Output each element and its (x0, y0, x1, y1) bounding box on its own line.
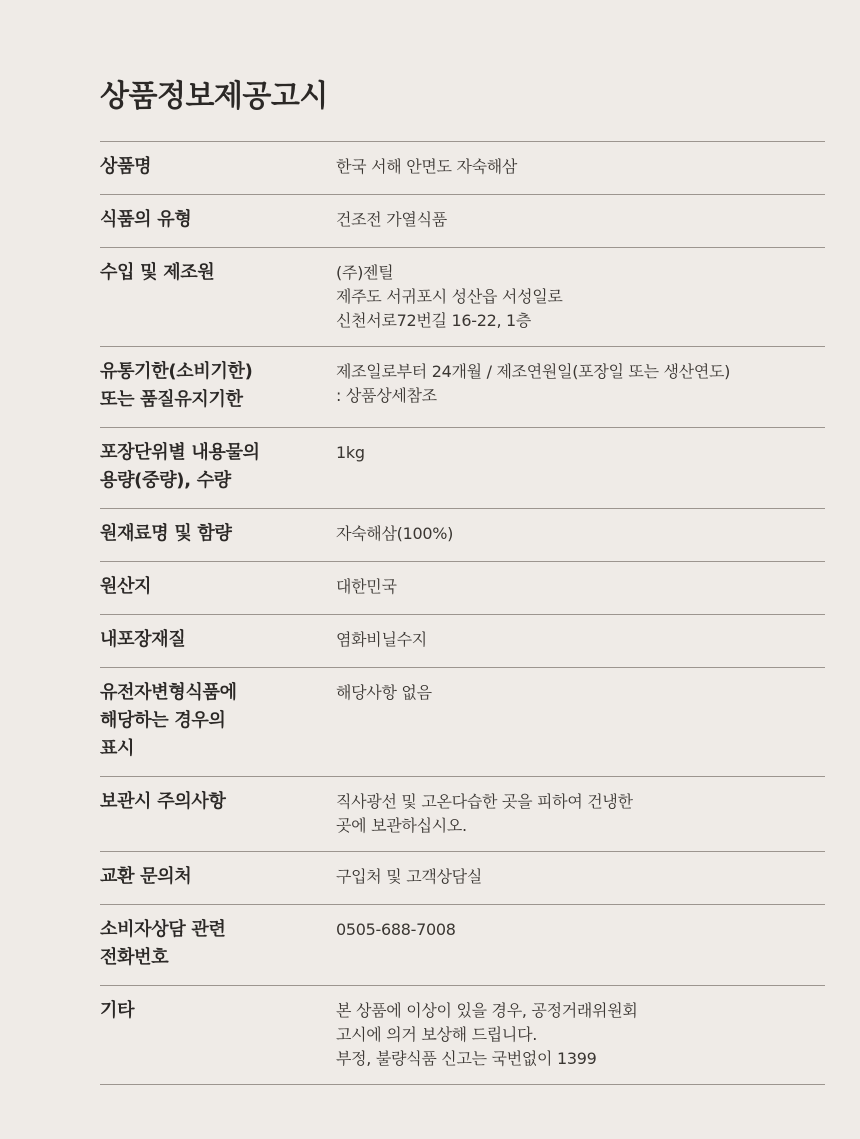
table-row (100, 562, 825, 615)
row-label-line: 상품명 (100, 156, 152, 177)
row-label (100, 153, 336, 181)
row-label-line: 전화번호 (100, 947, 169, 968)
row-value-line: 0505-688-7008 (336, 920, 456, 939)
row-value (336, 916, 825, 972)
row-label-line: 교환 문의처 (100, 866, 192, 887)
row-value (336, 153, 825, 181)
row-label (100, 997, 336, 1071)
row-value-line: : 상품상세참조 (336, 386, 437, 405)
row-value (336, 259, 825, 333)
row-value-line: 염화비닐수지 (336, 630, 427, 649)
row-label (100, 259, 336, 333)
row-label-line: 수입 및 제조원 (100, 262, 215, 283)
row-label-line: 또는 품질유지기한 (100, 389, 243, 410)
row-label (100, 573, 336, 601)
row-label-line: 보관시 주의사항 (100, 791, 226, 812)
table-row (100, 986, 825, 1085)
row-label (100, 520, 336, 548)
table-row (100, 905, 825, 986)
row-label (100, 626, 336, 654)
row-label (100, 206, 336, 234)
row-value-line: 본 상품에 이상이 있을 경우, 공정거래위원회 (336, 1001, 638, 1020)
row-value (336, 788, 825, 838)
row-label (100, 679, 336, 763)
table-row (100, 777, 825, 852)
row-label-line: 기타 (100, 1000, 135, 1021)
row-value (336, 679, 825, 763)
row-value (336, 520, 825, 548)
row-value (336, 573, 825, 601)
row-label-line: 해당하는 경우의 (100, 710, 226, 731)
row-value-line: 구입처 및 고객상담실 (336, 867, 482, 886)
table-row (100, 509, 825, 562)
row-value-line: 신천서로72번길 16-22, 1층 (336, 311, 532, 330)
row-label-line: 유통기한(소비기한) (100, 361, 253, 382)
row-label (100, 439, 336, 495)
row-value-line: 대한민국 (336, 577, 397, 596)
row-label-line: 소비자상담 관련 (100, 919, 226, 940)
row-label (100, 916, 336, 972)
row-value (336, 439, 825, 495)
row-value (336, 626, 825, 654)
table-row (100, 428, 825, 509)
row-label (100, 863, 336, 891)
row-value-line: 건조전 가열식품 (336, 210, 447, 229)
row-label-line: 내포장재질 (100, 629, 186, 650)
info-table (100, 141, 825, 1085)
table-row (100, 668, 825, 777)
row-label (100, 358, 336, 414)
row-value (336, 863, 825, 891)
table-row (100, 347, 825, 428)
table-row (100, 852, 825, 905)
row-value-line: (주)젠틸 (336, 263, 394, 282)
row-value-line: 자숙해삼(100%) (336, 524, 454, 543)
row-value-line: 곳에 보관하십시오. (336, 816, 467, 835)
row-value-line: 제조일로부터 24개월 / 제조연원일(포장일 또는 생산연도) (336, 362, 731, 381)
row-value (336, 358, 825, 414)
row-label-line: 식품의 유형 (100, 209, 192, 230)
row-label-line: 표시 (100, 738, 135, 759)
row-label-line: 용량(중량), 수량 (100, 470, 231, 491)
row-label-line: 유전자변형식품에 (100, 682, 237, 703)
page-title: 상품정보제공고시 (100, 79, 328, 114)
row-value-line: 해당사항 없음 (336, 683, 432, 702)
table-row (100, 248, 825, 347)
row-value (336, 997, 825, 1071)
row-label (100, 788, 336, 838)
table-row (100, 615, 825, 668)
row-value-line: 1kg (336, 443, 365, 462)
row-label-line: 포장단위별 내용물의 (100, 442, 260, 463)
row-value-line: 부정, 불량식품 신고는 국번없이 1399 (336, 1049, 597, 1068)
table-row (100, 195, 825, 248)
row-value-line: 제주도 서귀포시 성산읍 서성일로 (336, 287, 563, 306)
row-label-line: 원산지 (100, 576, 152, 597)
row-value-line: 한국 서해 안면도 자숙해삼 (336, 157, 518, 176)
table-row (100, 142, 825, 195)
row-value-line: 고시에 의거 보상해 드립니다. (336, 1025, 538, 1044)
row-value-line: 직사광선 및 고온다습한 곳을 피하여 건냉한 (336, 792, 633, 811)
row-value (336, 206, 825, 234)
row-label-line: 원재료명 및 함량 (100, 523, 232, 544)
